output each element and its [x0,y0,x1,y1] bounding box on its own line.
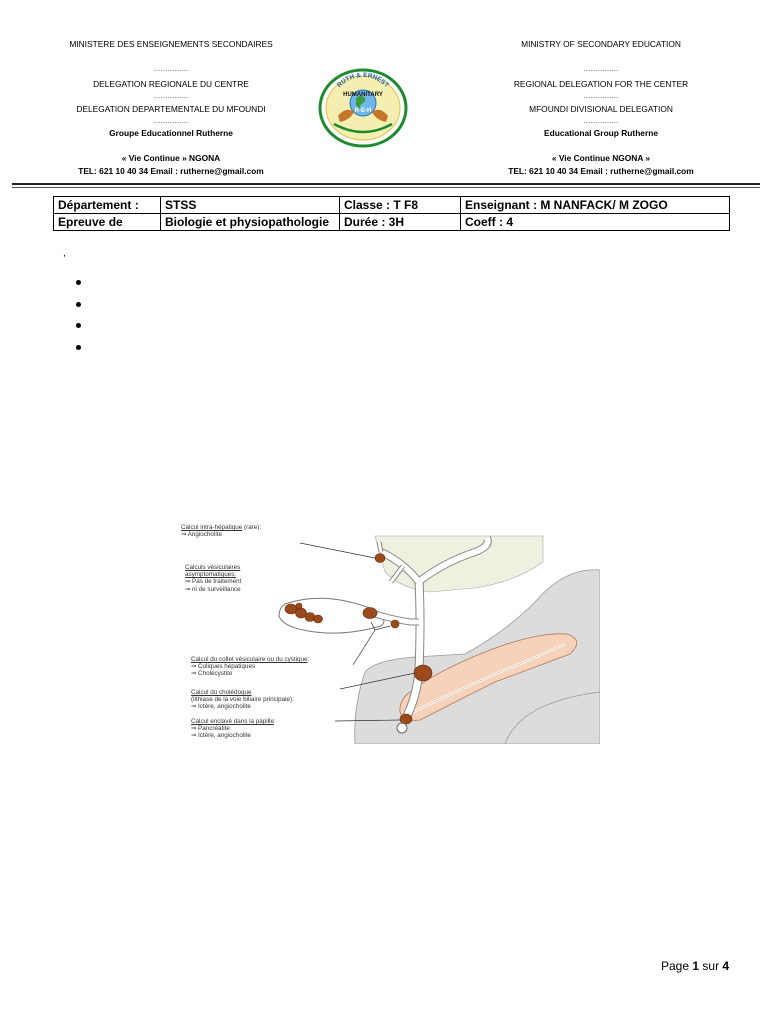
coefficient-cell: Coeff : 4 [461,214,730,231]
right-dots-3: …………… [583,118,619,125]
duration-cell: Durée : 3H [340,214,461,231]
school-logo [318,68,408,148]
right-ministry: MINISTRY OF SECONDARY EDUCATION [521,39,681,49]
right-dots-1: …………… [583,66,619,73]
left-dots-3: …………… [153,118,189,125]
gallbladder-stone [285,604,297,614]
right-divisional-delegation: MFOUNDI DIVISIONAL DELEGATION [529,104,673,114]
left-dots-1: …………… [153,66,189,73]
gallbladder-stone [314,615,323,623]
left-divisional-delegation: DELEGATION DEPARTEMENTALE DU MFOUNDI [76,104,266,114]
department-value: STSS [161,197,340,214]
logo-middle-text: HUMANITARY [343,92,383,98]
intrahepatic-stone [375,554,385,563]
label-gallbladder: Calculs vésiculaires asymptomatiques: ⇒ Pas de traitement ⇒ ni de surveillance [185,564,242,593]
label-papilla: Calcul enclavé dans la papille: ⇒ Pancréatite ⇒ Ictère, angiocholite [191,718,276,740]
right-contact: TEL: 621 10 40 34 Email : rutherne@gmail.com [508,166,694,176]
header-rule-thick [12,183,760,185]
table-row [54,214,730,231]
label-neck-cystic: Calcul du collet vésiculaire ou du cystique: ⇒ Coliques hépatiques ⇒ Cholécystite [191,656,310,678]
left-contact: TEL: 621 10 40 34 Email : rutherne@gmail.com [78,166,264,176]
right-group-name: Educational Group Rutherne [544,128,658,138]
logo-top-text: RUTH & ERNEST [336,71,390,89]
right-regional-delegation: REGIONAL DELEGATION FOR THE CENTER [513,79,689,89]
biliary-anatomy-illustration [175,522,600,744]
papilla-stone [400,714,412,724]
stray-comma: , [63,248,66,259]
right-motto: « Vie Continue NGONA » [551,153,651,163]
left-motto: « Vie Continue » NGONA [121,153,221,163]
page-number: Page 1 sur 4 [661,959,730,973]
biliary-stones-figure [175,522,600,744]
papilla [397,723,407,733]
gallbladder-stone [296,603,302,609]
choledochal-stone [414,665,432,681]
exam-info-table [53,196,730,231]
label-choledochus: Calcul du cholédoque (lithiase de la voie biliaire principale): ⇒ Ictère, angiocholite [191,689,294,711]
logo-initials: R-E-H [354,108,372,114]
cystic-stone [391,620,399,628]
neck-stone [363,608,377,619]
left-dots-2: …………… [153,93,189,100]
exam-subject: Biologie et physiopathologie [161,214,340,231]
right-dots-2: …………… [583,93,619,100]
label-intrahepatic: Calcul intra-hépatique (rare): ⇒ Angiocholite [181,524,262,539]
table-row [54,197,730,214]
left-ministry: MINISTERE DES ENSEIGNEMENTS SECONDAIRES [69,39,273,49]
pointer-line [300,543,375,558]
header-rule-thin [12,187,760,188]
left-group-name: Groupe Educationnel Rutherne [109,128,233,138]
left-regional-delegation: DELEGATION REGIONALE DU CENTRE [93,79,249,89]
department-label: Département : [54,197,161,214]
teacher-cell: Enseignant : M NANFACK/ M ZOGO [461,197,730,214]
class-cell: Classe : T F8 [340,197,461,214]
exam-label: Epreuve de [54,214,161,231]
